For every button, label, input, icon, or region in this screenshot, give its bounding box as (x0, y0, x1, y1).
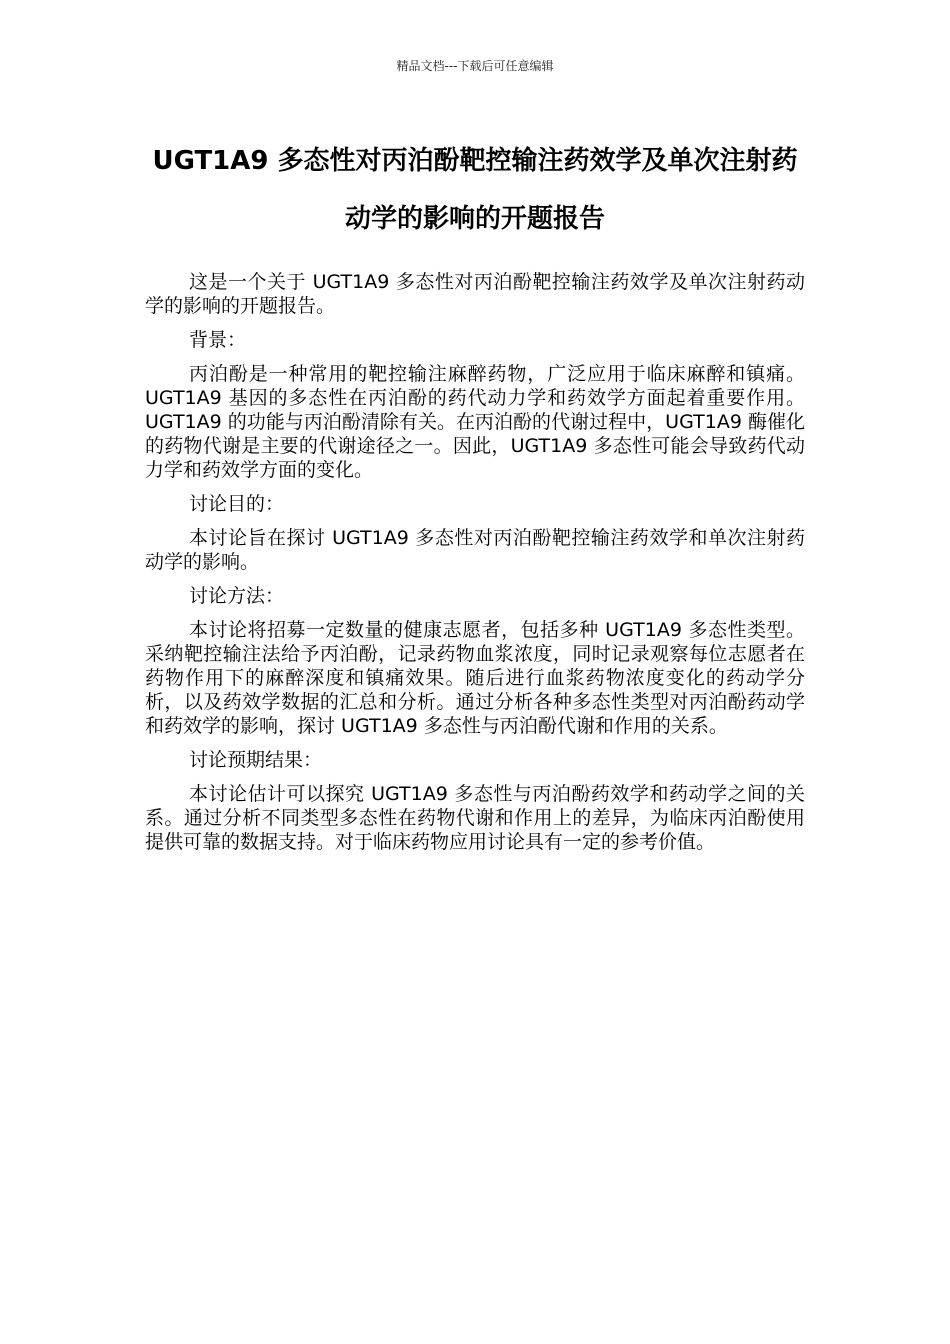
section-heading-background: 背景： (189, 329, 247, 351)
document-title: UGT1A9 多态性对丙泊酚靶控输注药效学及单次注射药动学的影响的开题报告 (152, 146, 798, 234)
header-note: 精品文档---下载后可任意编辑 (396, 59, 554, 73)
section-text-purpose: 本讨论旨在探讨 UGT1A9 多态性对丙泊酚靶控输注药效学和单次注射药动学的影响。 (145, 527, 805, 573)
intro-paragraph: 这是一个关于 UGT1A9 多态性对丙泊酚靶控输注药效学及单次注射药动学的影响的开题报告。 (145, 271, 805, 317)
section-text-methods: 本讨论将招募一定数量的健康志愿者，包括多种 UGT1A9 多态性类型。采纳靶控输注法给予丙泊酚，记录药物血浆浓度，同时记录观察每位志愿者在药物作用下的麻醉深度和镇痛效果。随后进行血浆药物浓度变化的药动学分析，以及药效学数据的汇总和分析。通过分析各种多态性类型对丙泊酚药动学和药效学的影响，探讨 UGT1A9 多态性与丙泊酚代谢和作用的关系。 (145, 619, 805, 737)
section-heading-expected-results: 讨论预期结果： (189, 749, 323, 771)
section-text-background: 丙泊酚是一种常用的靶控输注麻醉药物，广泛应用于临床麻醉和镇痛。UGT1A9 基因的多态性在丙泊酚的药代动力学和药效学方面起着重要作用。UGT1A9 的功能与丙泊酚清除有关。在丙泊酚的代谢过程中，UGT1A9 酶催化的药物代谢是主要的代谢途径之一。因此，UGT1A9 多态性可能会导致药代动力学和药效学方面的变化。 (145, 363, 805, 481)
document-body (145, 270, 805, 864)
section-heading-purpose: 讨论目的： (189, 493, 285, 515)
section-heading-methods: 讨论方法： (189, 585, 285, 607)
section-text-expected-results: 本讨论估计可以探究 UGT1A9 多态性与丙泊酚药效学和药动学之间的关系。通过分析不同类型多态性在药物代谢和作用上的差异，为临床丙泊酚使用提供可靠的数据支持。对于临床药物应用讨论具有一定的参考价值。 (145, 783, 805, 853)
